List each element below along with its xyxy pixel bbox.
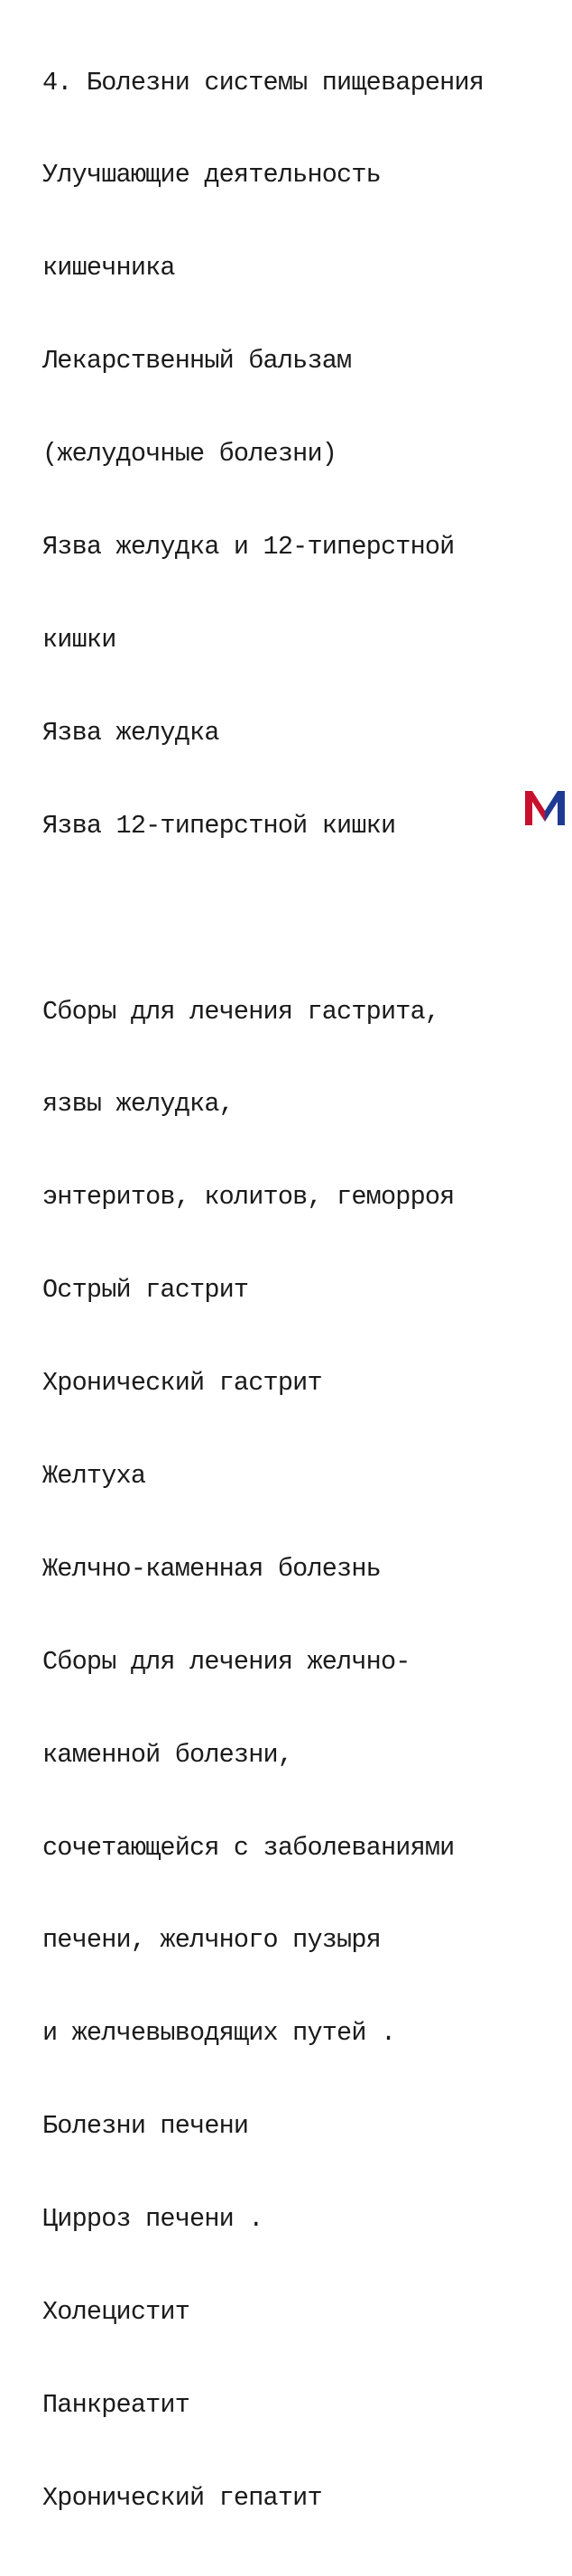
section-heading: 4. Болезни системы пищеварения — [42, 67, 484, 98]
text-line: Желчно-каменная болезнь — [42, 1553, 381, 1584]
text-line: Сборы для лечения желчно- — [42, 1646, 411, 1677]
text-line: Цирроз печени . — [42, 2204, 263, 2235]
text-line: каменной болезни, — [42, 1739, 293, 1770]
logo-left-stroke — [525, 791, 532, 825]
text-line: Лекарственный бальзам — [42, 346, 352, 377]
text-line: Сборы для лечения гастрита, — [42, 996, 440, 1027]
logo-right-diagonal — [545, 791, 558, 822]
blank-line — [42, 904, 484, 935]
text-line: кишки — [42, 624, 116, 655]
m-logo-icon — [523, 787, 567, 827]
text-line: Хронический гепатит — [42, 2482, 322, 2513]
text-line: и желчевыводящих путей . — [42, 2018, 396, 2049]
text-line: печени, желчного пузыря — [42, 1925, 381, 1956]
document-text — [42, 5, 484, 2576]
text-line: кишечника — [42, 253, 175, 284]
text-line: Болезни печени — [42, 2111, 249, 2142]
text-line: сочетающейся с заболеваниями — [42, 1832, 455, 1863]
logo-right-stroke — [558, 791, 565, 825]
text-line: (желудочные болезни) — [42, 439, 337, 470]
text-line: язвы желудка, — [42, 1089, 234, 1120]
text-line: Желтуха — [42, 1460, 146, 1491]
text-line: энтеритов, колитов, геморроя — [42, 1182, 455, 1213]
text-line: Панкреатит — [42, 2389, 190, 2420]
text-line: Улучшающие деятельность — [42, 160, 381, 191]
text-line: Язва желудка и 12-типерстной — [42, 532, 455, 563]
text-line: Язва 12-типерстной кишки — [42, 810, 396, 841]
text-line: Холецистит — [42, 2296, 190, 2327]
text-line: Язва желудка — [42, 717, 219, 748]
text-line: Острый гастрит — [42, 1275, 249, 1306]
text-line: Хронический гастрит — [42, 1368, 322, 1399]
logo-left-diagonal — [532, 791, 545, 822]
